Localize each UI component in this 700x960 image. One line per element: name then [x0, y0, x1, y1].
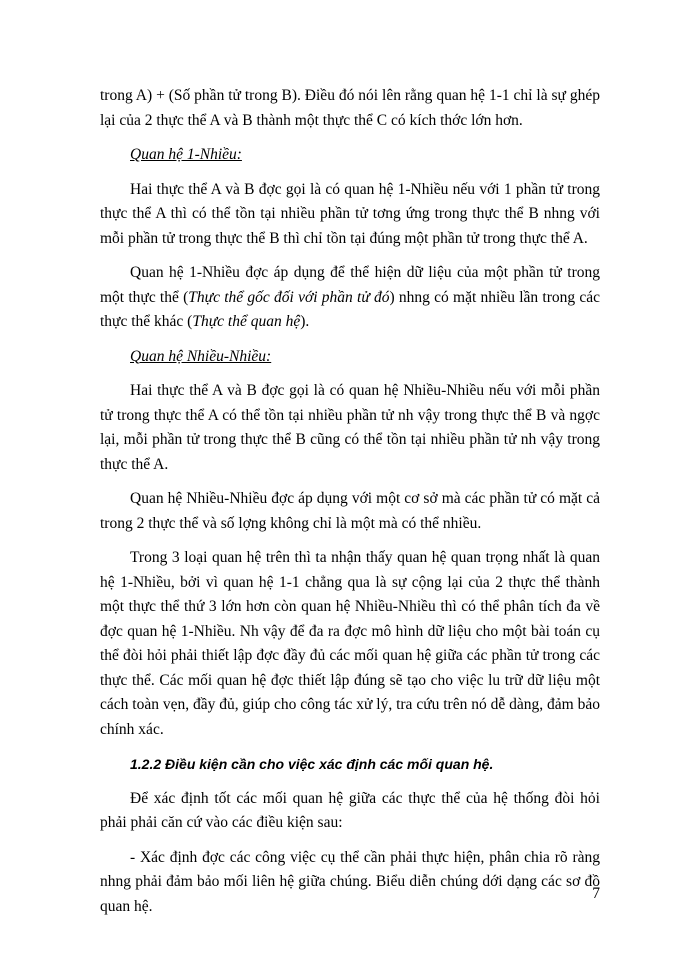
italic-run: Thực thể quan hệ — [192, 313, 301, 330]
page-body — [100, 84, 600, 929]
paragraph-one-to-many-usage — [100, 261, 600, 335]
section-heading: 1.2.2 Điều kiện cần cho việc xác định các mối quan hệ. — [130, 756, 494, 772]
paragraph-continuation: trong A) + (Số phần tử trong B). Điều đó nói lên rằng quan hệ 1-1 chỉ là sự ghép lại của 2 thực thể A và B thành một thực thể C có kích thớc lớn hơn. — [100, 87, 600, 129]
text-run: Quan hệ 1-Nhiều đợc áp dụng để thể hiện dữ liệu của một phần tử trong một thực thể ( — [100, 264, 600, 306]
text-run: ). — [300, 313, 310, 330]
paragraph-conditions-intro: Để xác định tốt các mối quan hệ giữa các thực thể của hệ thống đòi hỏi phải phải căn cứ vào các điều kiện sau: — [100, 789, 600, 831]
page-number: 7 — [592, 885, 600, 902]
italic-run: Thực thể gốc đối với phần tử đó — [188, 288, 390, 306]
list-item: - Xác định đợc các công việc cụ thể cần phải thực hiện, phân chia rõ ràng nhng phải đảm bảo mối liên hệ giữa chúng. Biểu diễn chúng dới dạng các sơ đồ quan hệ. — [100, 848, 600, 915]
paragraph-many-to-many-usage: Quan hệ Nhiều-Nhiều đợc áp dụng với một cơ sở mà các phần tử có mặt cả trong 2 thực thể và số lợng không chỉ là một mà có thể nhiều. — [100, 490, 600, 532]
subheading-one-to-many: Quan hệ 1-Nhiều: — [130, 146, 242, 163]
subheading-many-to-many: Quan hệ Nhiều-Nhiều: — [130, 347, 272, 365]
paragraph-many-to-many-definition: Hai thực thể A và B đợc gọi là có quan hệ Nhiều-Nhiều nếu với mỗi phần tử trong thực thể A có thể tồn tại nhiều phần tử nh vậy trong thực thể B và ngợc lại, mỗi phần tử trong thực thể B cũng có thể tồn tại nhiều phần tử nh vậy trong thực thể A. — [100, 382, 600, 473]
paragraph-summary: Trong 3 loại quan hệ trên thì ta nhận thấy quan hệ quan trọng nhất là quan hệ 1-Nhiều, bởi vì quan hệ 1-1 chẳng qua là sự cộng lại của 2 thực thể thành một thực thể thứ 3 lớn hơn còn quan hệ Nhiều-Nhiều thì có thể phân tích đa về đợc quan hệ 1-Nhiều. Nh vậy để đa ra đợc mô hình dữ liệu cho một bài toán cụ thể đòi hỏi phải thiết lập đợc đầy đủ các mối quan hệ giữa các phần tử trong các thực thể. Các mối quan hệ đợc thiết lập đúng sẽ tạo cho việc lu trữ dữ liệu một cách toàn vẹn, đầy đủ, giúp cho công tác xử lý, tra cứu trên nó dễ dàng, đảm bảo chính xác. — [100, 549, 600, 738]
paragraph-one-to-many-definition: Hai thực thể A và B đợc gọi là có quan hệ 1-Nhiều nếu với 1 phần tử trong thực thể A thì có thể tồn tại nhiều phần tử tơng ứng trong thực thể B nhng với mỗi phần tử trong thực thể B thì chỉ tồn tại đúng một phần tử trong thực thể A. — [100, 180, 600, 247]
text-run: ) nhng có mặt nhiều lần trong các thực thể khác ( — [100, 288, 600, 330]
